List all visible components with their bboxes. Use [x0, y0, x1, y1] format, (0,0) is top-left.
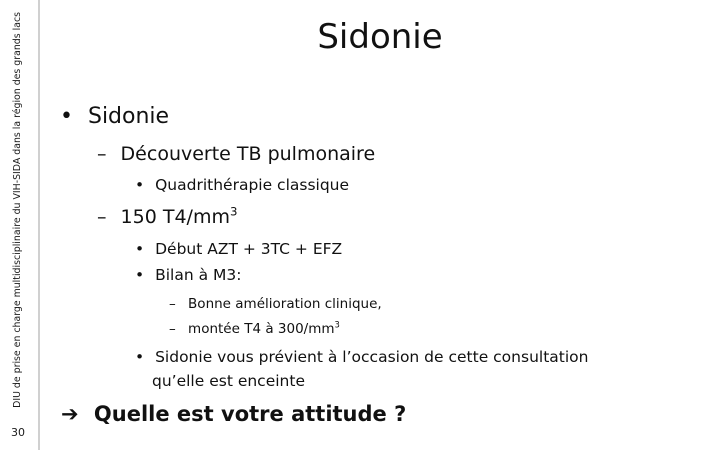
bullet-level1	[60, 104, 169, 130]
superscript: 3	[229, 204, 238, 219]
bullet-level3	[135, 239, 342, 259]
bullet-text-line2: qu’elle est enceinte	[152, 372, 305, 390]
dash-icon: –	[97, 206, 107, 228]
bullet-text: Bonne amélioration clinique,	[188, 296, 382, 312]
bullet-level2	[97, 142, 375, 166]
page-number: 30	[11, 426, 25, 439]
dash-icon: –	[169, 321, 176, 337]
bullet-level3	[135, 347, 588, 367]
dash-icon: –	[169, 296, 176, 312]
bullet-level4	[169, 320, 340, 338]
bullet-text-line1: Sidonie vous prévient à l’occasion de cette consultation	[155, 348, 589, 366]
bullet-dot-icon: •	[135, 176, 145, 194]
bullet-dot-icon: •	[135, 266, 145, 284]
bullet-text	[188, 321, 340, 337]
superscript: 3	[334, 319, 340, 330]
bullet-dot-icon: •	[135, 240, 145, 258]
bullet-text: Début AZT + 3TC + EFZ	[155, 240, 343, 258]
course-title-text: DIU de prise en charge multidisciplinaire du VIH-SIDA dans la région des grands lacs	[11, 11, 23, 408]
bullet-level3	[135, 175, 349, 195]
bullet-text: Bilan à M3:	[155, 266, 242, 284]
question-text: Quelle est votre attitude ?	[93, 402, 407, 426]
bullet-text-main: montée T4 à 300/mm	[188, 321, 335, 337]
bullet-text: Quadrithérapie classique	[155, 176, 350, 194]
bullet-level3	[135, 265, 241, 285]
sidebar-divider	[38, 0, 40, 450]
bullet-level2	[97, 205, 237, 229]
bullet-dot-icon: •	[60, 104, 73, 129]
slide-title: Sidonie	[317, 17, 443, 57]
bullet-text-main: 150 T4/mm	[120, 206, 230, 228]
question-line	[61, 400, 406, 428]
bullet-level4	[169, 295, 382, 313]
dash-icon: –	[97, 143, 107, 165]
right-arrow-icon: ➔	[61, 402, 79, 426]
bullet-dot-icon: •	[135, 348, 145, 366]
sidebar-course-title	[8, 2, 26, 417]
bullet-text: Découverte TB pulmonaire	[120, 143, 376, 165]
bullet-text	[121, 206, 238, 228]
bullet-text: Sidonie	[87, 104, 170, 129]
